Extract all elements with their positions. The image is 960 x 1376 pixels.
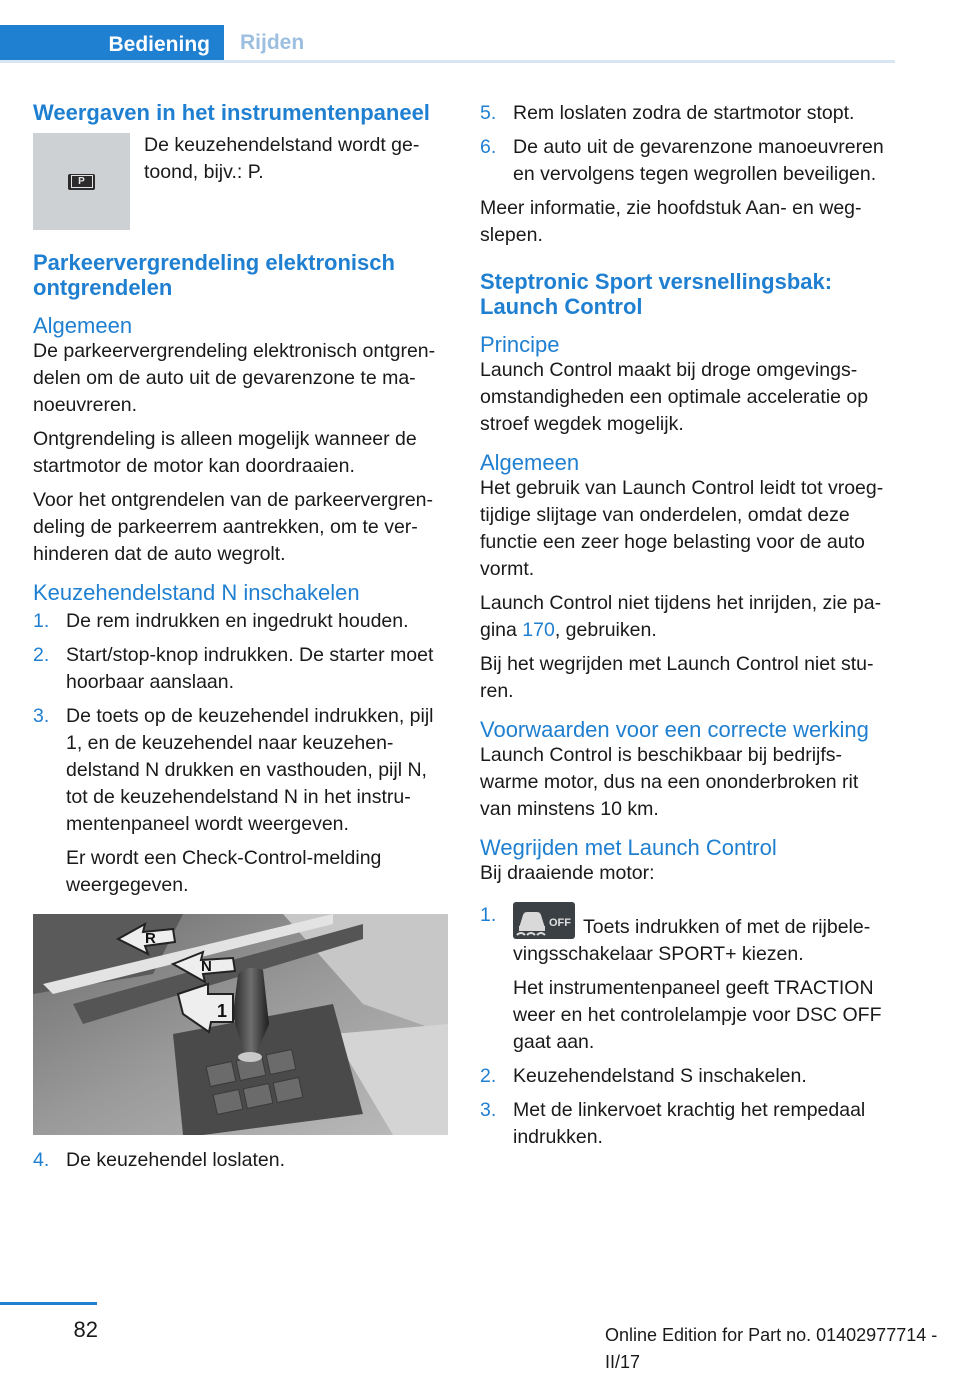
list-item <box>480 902 895 1056</box>
photo-label-1: 1 <box>217 1001 228 1021</box>
neutral-steps-right <box>480 100 895 188</box>
tab-rijden[interactable]: Rijden <box>240 31 305 54</box>
heading-principle: Principe <box>480 332 560 357</box>
step-text: De toets op de keuzehendel indrukken, pijl 1, en de keuzehendel naar keuzehen‐delstand N drukken en vasthouden, pijl N, tot de keuzehendelstand N in het instru‐mentenpaneel wordt weergeven. <box>66 705 434 835</box>
p-indicator-icon <box>68 174 95 190</box>
step-number: 4. <box>33 1149 50 1171</box>
paragraph: Meer informatie, zie hoofdstuk Aan- en weg‐slepen. <box>480 197 862 246</box>
photo-label-n: N <box>201 958 212 975</box>
step-text: Rem loslaten zodra de startmotor stopt. <box>513 102 855 124</box>
photo-label-r: R <box>145 930 156 947</box>
step-text: De keuzehendel loslaten. <box>66 1149 285 1171</box>
page-number: 82 <box>73 1317 98 1342</box>
step-number: 3. <box>33 705 50 727</box>
paragraph: Voor het ontgrendelen van de parkeervergren‐deling de parkeerrem aantrekken, om te ver‐hinderen dat de auto wegrolt. <box>33 489 434 565</box>
step-text-inline: Toets indrukken of met de rijbele‐vingsschakelaar SPORT+ kiezen. <box>513 916 871 965</box>
paragraph <box>480 590 895 644</box>
paragraph: Bij het wegrijden met Launch Control niet stu‐ren. <box>480 653 874 702</box>
neutral-steps-cont <box>33 1147 448 1174</box>
dsc-off-label: OFF <box>549 917 571 929</box>
list-item <box>33 608 448 635</box>
neutral-steps <box>33 608 448 899</box>
paragraph: Launch Control is beschikbaar bij bedrijfs‐warme motor, dus na een ononderbroken rit van minstens 10 km. <box>480 744 859 820</box>
display-indicator-image <box>33 133 130 230</box>
list-item <box>33 1147 448 1174</box>
page-link[interactable]: 170 <box>522 619 555 641</box>
paragraph: Launch Control maakt bij droge omgevings‐omstandigheden een optimale acceleratie op stroef wegdek mogelijk. <box>480 359 869 435</box>
heading-unlock: Parkeervergrendeling elektronisch ontgrendelen <box>33 250 395 300</box>
paragraph: Ontgrendeling is alleen mogelijk wanneer de startmotor de motor kan doordraaien. <box>33 428 417 477</box>
paragraph: De parkeervergrendeling elektronisch ontgren‐delen om de auto uit de gevarenzone te ma‐noeuvreren. <box>33 340 436 416</box>
step-number: 3. <box>480 1099 497 1121</box>
paragraph: Het gebruik van Launch Control leidt tot vroeg‐tijdige slijtage van onderdelen, omdat deze functie een zeer hoge belasting voor de auto vormt. <box>480 477 884 580</box>
footer-rule <box>0 1302 97 1305</box>
p-indicator-letter: P <box>71 175 93 188</box>
step-text: Keuzehendelstand S inschakelen. <box>513 1065 807 1087</box>
step-text: Start/stop-knop indrukken. De starter moet hoorbaar aanslaan. <box>66 644 434 693</box>
step-text: Met de linkervoet krachtig het rempedaal indrukken. <box>513 1099 866 1148</box>
step-text: De rem indrukken en ingedrukt houden. <box>66 610 409 632</box>
heading-neutral: Keuzehendelstand N inschakelen <box>33 580 360 605</box>
tab-bediening[interactable]: Bediening <box>0 25 224 63</box>
heading-conditions: Voorwaarden voor een correcte werking <box>480 717 869 742</box>
step-text <box>513 902 895 968</box>
edition-note: Online Edition for Part no. 01402977714 - II/17 <box>605 1325 938 1372</box>
list-item <box>480 1063 895 1090</box>
heading-general-right: Algemeen <box>480 450 580 475</box>
step-note: Er wordt een Check-Control-melding weergegeven. <box>66 847 382 896</box>
list-item <box>33 642 448 696</box>
heading-launch-control: Steptronic Sport versnellingsbak: Launch Control <box>480 269 833 319</box>
heading-display: Weergaven in het instrumentenpaneel <box>33 100 430 125</box>
display-block <box>33 125 448 230</box>
display-text: De keuzehendelstand wordt ge‐toond, bijv.: P. <box>144 134 420 183</box>
step-number: 5. <box>480 102 497 124</box>
list-item <box>480 100 895 127</box>
step-number: 1. <box>480 904 497 926</box>
text-run: Launch Control niet tijdens het inrijden, zie pa‐gina <box>480 592 882 641</box>
step-number: 2. <box>480 1065 497 1087</box>
step-text: De auto uit de gevarenzone manoeuvreren en vervolgens tegen wegrollen beveiligen. <box>513 136 884 185</box>
paragraph: Bij draaiende motor: <box>480 862 655 884</box>
section-header <box>0 25 895 63</box>
heading-drive-off: Wegrijden met Launch Control <box>480 835 777 860</box>
gear-selector-photo <box>33 914 448 1135</box>
step-number: 2. <box>33 644 50 666</box>
list-item <box>33 703 448 899</box>
left-column <box>33 100 448 1181</box>
launch-steps <box>480 902 895 1151</box>
list-item <box>480 134 895 188</box>
step-note: Het instrumentenpaneel geeft TRACTION weer en het controlelampje voor DSC OFF gaat aan. <box>513 977 882 1053</box>
header-rule <box>0 60 895 63</box>
dsc-off-icon <box>513 902 575 939</box>
list-item <box>480 1097 895 1151</box>
heading-general-left: Algemeen <box>33 313 133 338</box>
text-run: , gebruiken. <box>554 619 657 641</box>
right-column <box>480 100 895 1158</box>
step-number: 6. <box>480 136 497 158</box>
step-number: 1. <box>33 610 50 632</box>
